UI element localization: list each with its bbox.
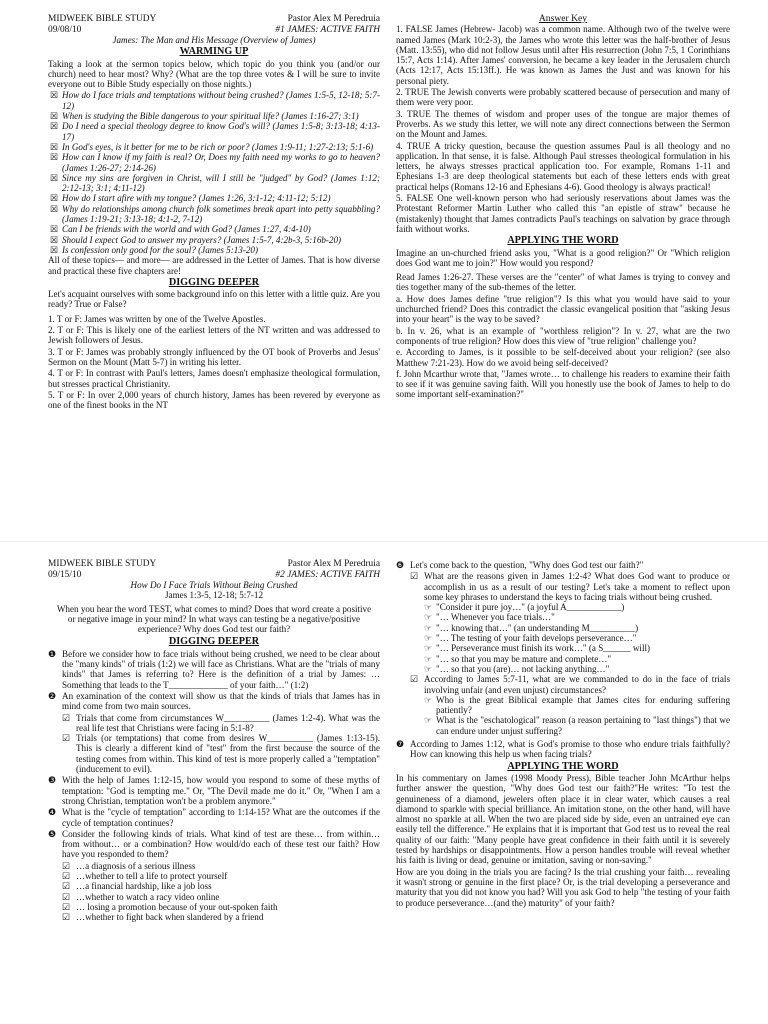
lesson2-header (48, 559, 380, 570)
checkbox-icon: ☑ (62, 912, 71, 923)
pointing-hand-icon: ☞ (424, 715, 433, 726)
trial-kind-item (48, 902, 380, 912)
quiz-question: 1. T or F: James was written by one of the Twelve Apostles. (48, 313, 266, 324)
page-divider (0, 541, 768, 542)
checkbox-icon: ☑ (62, 871, 71, 882)
pointing-hand-icon: ☞ (424, 653, 433, 664)
q6-sub-item (396, 571, 730, 602)
checkbox-icon: ☑ (62, 901, 71, 912)
question-number: ❺ (48, 828, 57, 839)
study-question (48, 691, 380, 712)
checkbox-icon: ☒ (50, 152, 59, 163)
endurance-question-item-text: What is the "eschatological" reason (a reason pertaining to "last things") that we can endure under unjust suffering? (436, 715, 730, 736)
sermon-topic-item (48, 152, 380, 173)
trial-kind-item-text: …a diagnosis of a serious illness (76, 860, 196, 871)
sermon-topic-item (48, 235, 380, 245)
trial-source-item (48, 733, 380, 774)
lesson2-header-row2 (48, 570, 380, 581)
lesson2-intro: When you hear the word TEST, what comes to mind? Does that word create a positive or negative image in your mind? In what ways can testing be a negative/positive experience? Why does God test our faith? (56, 603, 372, 635)
trial-kind-item-text: …a financial hardship, like a job loss (76, 881, 212, 892)
digging-deeper-heading-2: DIGGING DEEPER (168, 636, 260, 648)
q6-sub-list-2 (396, 674, 730, 695)
applying-paragraph: a. How does James define "true religion"? Is this what you would have said to your unchurched friend? Does this contradict the classic evangelical position that "asking Jesus into your heart" is the way to be saved? (396, 293, 730, 325)
question-text: An examination of the context will show us that the kinds of trials that James has in mind come from two main sources. (62, 690, 380, 712)
checkbox-icon: ☑ (62, 733, 71, 744)
pointing-hand-icon: ☞ (424, 694, 433, 705)
endurance-question-item (396, 715, 730, 736)
question-number: ❶ (48, 648, 57, 659)
key-phrases-list (396, 602, 730, 674)
sermon-topic-item-text: Can I be friends with the world and with God? (James 1:27, 4:4-10) (62, 224, 311, 235)
key-phrase-item (396, 643, 730, 653)
sermon-topic-item (48, 90, 380, 111)
endurance-questions-list (396, 695, 730, 736)
sermon-topic-item-text: In God's eyes, is it better for me to be rich or poor? (James 1:9-11; 1:27-2:13; 5:1-6) (62, 141, 374, 152)
answer-key-list (396, 24, 730, 234)
checkbox-icon: ☒ (50, 224, 59, 235)
checkbox-icon: ☒ (50, 193, 59, 204)
applying-paragraph: e. According to James, is it possible to be self-deceived about your religion? (see also Matthew 7:21-23). How do we avoid being self-deceived? (396, 347, 730, 368)
lesson2-left-column (48, 559, 380, 923)
quiz-question: 3. T or F: James was probably strongly influenced by the OT book of Proverbs and Jesus' Sermon on the Mount (Matt 5-7) in writing his letter. (48, 346, 380, 367)
sermon-topic-item-text: How do I start afire with my tongue? (James 1:26, 3:1-12; 4:11-12; 5:12) (62, 193, 331, 204)
key-phrase-item (396, 612, 730, 622)
true-false-quiz (48, 314, 380, 411)
q6-sub-item-2 (396, 674, 730, 695)
lesson1-left-column (48, 14, 380, 411)
trial-kind-item (48, 912, 380, 922)
sermon-topic-item (48, 204, 380, 225)
trial-sources-list (48, 713, 380, 775)
applying-list-2 (396, 773, 730, 908)
header-lesson-title: #1 JAMES: ACTIVE FAITH (275, 24, 380, 35)
question-text: According to James 1:12, what is God's promise to those who endure trials faithfully? How can knowing this help us when facing trials? (410, 739, 730, 760)
trial-kind-item-text: …whether to fight back when slandered by a friend (76, 912, 264, 923)
digging-deeper-heading: DIGGING DEEPER (168, 276, 260, 288)
checkbox-icon: ☒ (50, 141, 59, 152)
question-number: ❻ (396, 560, 405, 570)
question-number: ❸ (48, 775, 57, 786)
trial-kind-item (48, 871, 380, 881)
sermon-topic-item-text: When is studying the Bible dangerous to your spiritual life? (James 1:16-27; 3:1) (62, 111, 359, 122)
answer-key-heading: Answer Key (538, 13, 588, 24)
sermon-topic-item (48, 193, 380, 203)
sermon-topic-item (48, 245, 380, 255)
sermon-topic-item-text: Since my sins are forgiven in Christ, will I still be "judged" by God? (James 1:12; 2:12-13; 3:1; 4:11-12) (62, 172, 380, 194)
pointing-hand-icon: ☞ (424, 643, 433, 654)
answer-key-item: 5. FALSE One well-known person who had seriously reservations about James was the Protestant Reformer Martin Luther who called this "an epistle of straw" because he (mistakenly) thought that James contradicts Paul's teachings on salvation by grace through faith without works. (396, 193, 730, 234)
applying-paragraph: b. In v. 26, what is an example of "worthless religion"? In v. 27, what are the two components of true religion? How does this view of "true religion" challenge you? (396, 325, 730, 346)
applying-heading-2: APPLYING THE WORD (507, 760, 619, 772)
sermon-topic-item-text: How can I know if my faith is real? Or, Does my faith need my works to go to heaven? (James 1:26-27; 2:14-26) (62, 152, 380, 173)
key-phrase-item-text: "… so that you (are)… not lacking anything…" (436, 663, 610, 674)
question-6 (396, 560, 730, 570)
sermon-topic-item (48, 142, 380, 152)
lesson2-refs: James 1:3-5, 12-18; 5:7-12 (165, 590, 263, 601)
checkbox-icon: ☒ (50, 111, 59, 122)
trial-source-item-text: Trials (or temptations) that come from desires W__________ (James 1:13-15). This is clearly a different kind of "test" from the first because the source of the testing comes from within. This kind of test is more properly called a "temptation" (inducement to evil). (76, 733, 380, 775)
sermon-topic-item (48, 111, 380, 121)
trial-kind-item (48, 861, 380, 871)
sermon-topic-item-text: Should I expect God to answer my prayers? (James 1:5-7, 4:2b-3, 5:16b-20) (62, 234, 342, 245)
question-text: Consider the following kinds of trials. What kind of test are these… from within… from without… or a combination? How would/do each of these test our faith? How have you responded to them? (62, 828, 380, 860)
key-phrase-item (396, 633, 730, 643)
question-7 (396, 739, 730, 760)
warming-up-intro: Taking a look at the sermon topics below, which topic do you think you (and/or our church) need to hear most? Why? (What are the top three votes & I will be sure to invite everyone out to Bible Study especially on those nights.) (48, 58, 380, 90)
header-date: 09/15/10 (48, 569, 82, 580)
lesson2-subtitle: How Do I Face Trials Without Being Crushed (130, 580, 298, 590)
checkbox-icon: ☑ (62, 881, 71, 892)
checkbox-icon: ☒ (50, 203, 59, 214)
pointing-hand-icon: ☞ (424, 602, 433, 613)
checkbox-icon: ☒ (50, 121, 59, 132)
sermon-topic-item (48, 121, 380, 142)
applying-paragraph: Read James 1:26-27. These verses are the "center" of what James is trying to convey and ties together many of the sub-themes of the letter. (396, 272, 730, 293)
q6-sub-list (396, 571, 730, 602)
checkbox-icon: ☑ (62, 712, 71, 723)
key-phrase-item-text: "Consider it pure joy…" (a joyful A____________) (436, 602, 625, 613)
lesson1-subtitle: James: The Man and His Message (Overview of James) (112, 35, 316, 45)
pointing-hand-icon: ☞ (424, 633, 433, 644)
key-phrase-item-text: "… Whenever you face trials…" (436, 612, 555, 623)
study-question (48, 775, 380, 806)
sermon-topic-list (48, 90, 380, 255)
question-text: Before we consider how to face trials without being crushed, we need to be clear about the "many kinds" of trials (1:2) we will face as Christians. What are the "trials of many kinds" that James is referring to? Here is the definition of a trial by James: …Something that leads to the T_____________ of your faith…" (1:2) (62, 648, 380, 690)
lesson2-right-column (396, 559, 730, 909)
lesson1-right-column (396, 14, 730, 401)
trial-kind-item (48, 892, 380, 902)
trial-kind-item-text: …whether to watch a racy video online (76, 891, 220, 902)
checkbox-icon: ☑ (410, 674, 419, 685)
applying-paragraph: How are you doing in the trials you are facing? Is the trial crushing your faith… revealing it wasn't strong or genuine in the first place? Or, is the trial developing a perseverance and maturity that you did not know you had? Will you ask God to help "the testing of your faith to produce perseverance…(and the) maturity" of your faith? (396, 866, 730, 908)
sermon-topic-item (48, 224, 380, 234)
applying-paragraph: f. John Mcarthur wrote that, "James wrote… to challenge his readers to examine their faith to see if it was genuine saving faith. Will you honestly use the book of James to help to do some important self-examination?" (396, 368, 730, 400)
pointing-hand-icon: ☞ (424, 612, 433, 623)
sermon-topic-item-text: Is confession only good for the soul? (James 5:13-20) (62, 244, 258, 255)
applying-paragraph: Imagine an un-churched friend asks you, "What is a good religion?" Or "Which religion does God want me to join?" How would you respond? (396, 247, 730, 268)
checkbox-icon: ☒ (50, 172, 59, 183)
answer-key-item: 1. FALSE James (Hebrew- Jacob) was a common name. Although two of the twelve were named James (Mark 10:2-3), the James who wrote this letter was the half-brother of Jesus (Matt. 13:55), who did not follow Jesus until after His resurrection (John 7:5, 1 Corinthians 15:7, Acts 1:14). After James' conversion, he became a key leader in the Jerusalem church (Acts 12:17, Acts 15:13ff.). He was known as James the Just and was known for his personal piety. (396, 24, 730, 86)
question-number: ❼ (396, 739, 405, 750)
key-phrase-item (396, 664, 730, 674)
pointing-hand-icon: ☞ (424, 663, 433, 674)
question-text: Let's come back to the question, "Why does God test our faith?" (410, 560, 644, 570)
trial-source-item (48, 713, 380, 734)
lesson2-question-list-2 (48, 775, 380, 859)
quiz-question: 2. T or F: This is likely one of the earliest letters of the NT written and was addressed to Jewish followers of Jesus. (48, 325, 380, 346)
answer-key-item: 4. TRUE A tricky question, because the question assumes Paul is all theology and no application. In that sense, it is false. Although Paul stresses theological formulation in his letters, he always stresses practical application too. For example, Romans 1-11 and Ephesians 1-3 are deep theological statements but each of these letters ends with great practical helps (Romans 12-16 and Ephesians 4-6). Good theology is always practical! (396, 140, 730, 192)
header-study-name: MIDWEEK BIBLE STUDY (48, 14, 157, 24)
sermon-topic-item-text: How do I face trials and temptations without being crushed? (James 1:5-5, 12-18; 5:7-12) (62, 90, 380, 111)
q6-sub-text-2: According to James 5:7-11, what are we commanded to do in the face of trials involving unfair (and even unjust) circumstances? (424, 674, 730, 695)
header-pastor: Pastor Alex M Peredruia (287, 559, 380, 569)
trial-source-item-text: Trials that come from circumstances W__________ (James 1:2-4). What was the real life test that Christians were facing in 5:1-8? (76, 712, 380, 733)
q6-sub-text: What are the reasons given in James 1:2-4? What does God want to produce or accomplish in us as a result of our testing? Let's take a moment to reflect upon some key phrases to understand the keys to facing trials without being crushed. (424, 571, 730, 602)
answer-key-item: 3. TRUE The themes of wisdom and proper uses of the tongue are major themes of Proverbs. As we study this letter, we will note any direct connections between the Sermon on the Mount and James. (396, 108, 730, 140)
trial-kind-item-text: …whether to tell a life to protect yourself (76, 871, 228, 882)
key-phrase-item-text: "… knowing that…" (an understanding M__________) (436, 622, 639, 633)
answer-key-item: 2. TRUE The Jewish converts were probably scattered because of persecution and many of them were very poor. (396, 87, 730, 108)
header-pastor: Pastor Alex M Peredruia (287, 14, 380, 24)
key-phrase-item-text: "… so that you may be mature and complete…" (436, 653, 612, 664)
key-phrase-item-text: "… The testing of your faith develops perseverance…" (436, 633, 637, 644)
key-phrase-item-text: "… Perseverance must finish its work…" (a S______ will) (436, 643, 651, 654)
lesson2-question-list (48, 649, 380, 712)
topics-outro: All of these topics— and more— are addressed in the Letter of James. That is how diverse and practical these five chapters are! (48, 255, 380, 276)
warming-up-heading: WARMING UP (179, 46, 249, 58)
sermon-topic-item-text: Do I need a special theology degree to know God's will? (James 1:5-8; 3:13-18; 4:13-17) (62, 121, 380, 142)
quiz-question: 5. T or F: In over 2,000 years of church history, James has been revered by everyone as one of the finest books in the NT (48, 389, 380, 411)
applying-list-1 (396, 248, 730, 400)
question-text: What is the "cycle of temptation" according to 1:14-15? What are the outcomes if the cycle of temptation continues? (62, 807, 380, 828)
sermon-topic-item (48, 173, 380, 194)
checkbox-icon: ☑ (62, 891, 71, 902)
applying-heading-1: APPLYING THE WORD (507, 235, 619, 247)
question-number: ❹ (48, 807, 57, 818)
key-phrase-item (396, 654, 730, 664)
pointing-hand-icon: ☞ (424, 622, 433, 633)
quiz-question: 4. T or F: In contrast with Paul's letters, James doesn't emphasize theological formulation, but stresses practical Christianity. (48, 368, 380, 389)
study-question (48, 807, 380, 828)
checkbox-icon: ☒ (50, 234, 59, 245)
lesson1-header (48, 14, 380, 25)
trial-kind-item-text: … losing a promotion because of your out-spoken faith (76, 901, 278, 912)
checkbox-icon: ☑ (62, 860, 71, 871)
endurance-question-item-text: Who is the great Biblical example that James cites for enduring suffering patiently? (436, 694, 730, 716)
question-text: With the help of James 1:12-15, how would you respond to some of these myths of temptation: "God is tempting me." Or, "The Devil made me do it." Or, "When I am a strong Christian, temptation won't be a problem anymore." (62, 775, 380, 806)
header-study-name: MIDWEEK BIBLE STUDY (48, 559, 157, 569)
sermon-topic-item-text: Why do relationships among church folk sometimes break apart into petty squabbling? (James 1:19-21; 3:13-18; 4:1-2, 7-12) (62, 203, 380, 225)
trial-kind-item (48, 881, 380, 891)
key-phrase-item (396, 623, 730, 633)
digging-deeper-intro: Let's acquaint ourselves with some background info on this letter with a little quiz. Are you ready? True or False? (48, 289, 380, 310)
checkbox-icon: ☑ (410, 571, 419, 582)
applying-paragraph: In his commentary on James (1998 Moody Press), Bible teacher John McArthur helps further answer the question, "Why does God test our faith?"He writes: "To test the genuineness of a diamond, jewelers often place it in clear water, which causes a real diamond to sparkle with special brilliance. An imitation stone, on the other hand, will have almost no sparkle at all. When the two are placed side by side, even an untrained eye can easily tell the difference." He explains that it is important that God test us to reveal the real quality of our faith: "Many people have great confidence in their faith until it is severely tested by hardships or disappointments. How a person handles trouble will reveal whether his faith is living or dead, genuine or imitation, saving or non-saving." (396, 772, 730, 866)
header-lesson-title: #2 JAMES: ACTIVE FAITH (275, 569, 380, 580)
lesson1-header-row2 (48, 25, 380, 36)
key-phrase-item (396, 602, 730, 612)
header-date: 09/08/10 (48, 24, 82, 35)
trial-kinds-list (48, 861, 380, 923)
checkbox-icon: ☒ (50, 90, 59, 101)
study-question (48, 649, 380, 690)
checkbox-icon: ☒ (50, 244, 59, 255)
question-number: ❷ (48, 690, 57, 701)
endurance-question-item (396, 695, 730, 716)
study-question (48, 829, 380, 860)
